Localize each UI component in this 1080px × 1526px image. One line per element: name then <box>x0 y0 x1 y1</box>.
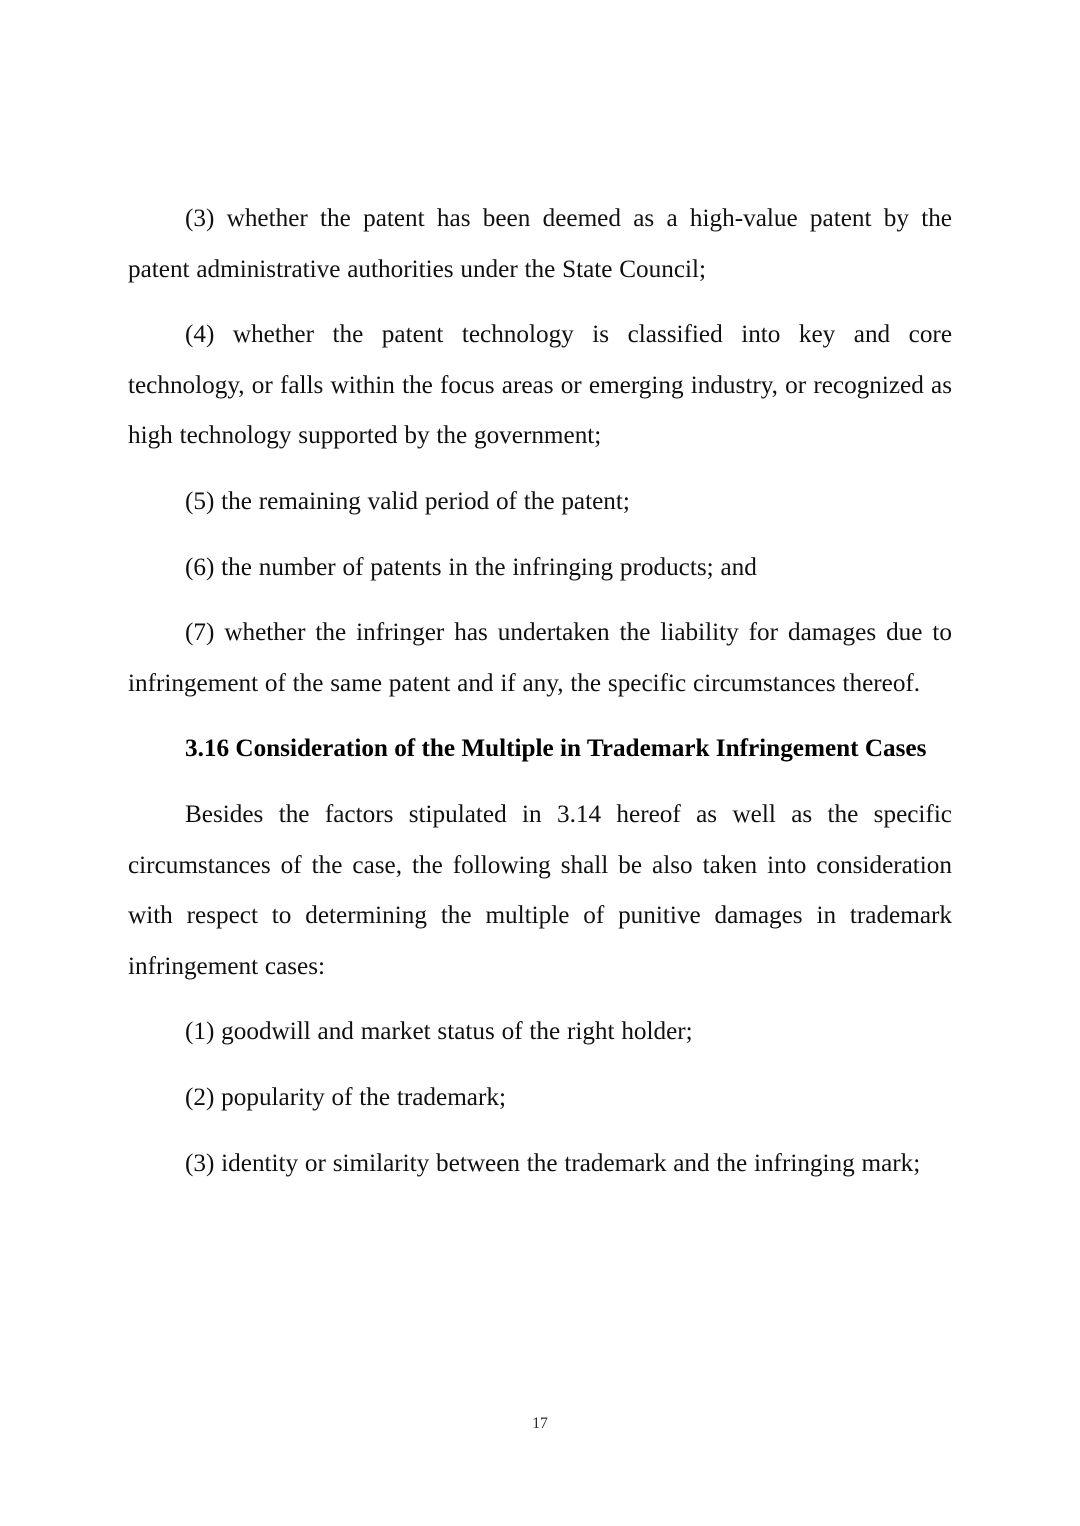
list-item-trademark-1: (1) goodwill and market status of the right holder; <box>185 1018 693 1046</box>
page-number: 17 <box>532 1415 548 1432</box>
page-body-content <box>128 194 952 1189</box>
list-item-trademark-2: (2) popularity of the trademark; <box>185 1083 506 1111</box>
section-heading-3-16: 3.16 Consideration of the Multiple in Trademark Infringement Cases <box>185 735 927 763</box>
paragraph-spacer <box>128 1058 952 1073</box>
list-item-patent-5: (5) the remaining valid period of the patent; <box>185 487 630 515</box>
paragraph-spacer <box>128 528 952 543</box>
paragraph-spacer <box>128 1124 952 1139</box>
list-item-patent-4: (4) whether the patent technology is classified into key and core technology, or falls within the focus areas or emerging industry, or recognized as high technology supported by the government; <box>128 321 952 450</box>
list-item-patent-6: (6) the number of patents in the infringing products; and <box>185 553 757 581</box>
heading-spacer <box>128 709 952 724</box>
paragraph-spacer <box>128 593 952 608</box>
paragraph-spacer <box>128 462 952 477</box>
list-item-trademark-3: (3) identity or similarity between the trademark and the infringing mark; <box>185 1149 921 1177</box>
list-item-patent-3: (3) whether the patent has been deemed as a high-value patent by the patent administrative authorities under the State Council; <box>128 205 952 283</box>
list-item-patent-7: (7) whether the infringer has undertaken the liability for damages due to infringement of the same patent and if any, the specific circumstances thereof. <box>128 619 952 697</box>
paragraph-spacer <box>128 992 952 1007</box>
section-intro-paragraph: Besides the factors stipulated in 3.14 hereof as well as the specific circumstances of the case, the following shall be also taken into consideration with respect to determining the multiple of punitive damages in trademark infringement cases: <box>128 800 952 980</box>
paragraph-spacer <box>128 775 952 790</box>
paragraph-spacer <box>128 295 952 310</box>
